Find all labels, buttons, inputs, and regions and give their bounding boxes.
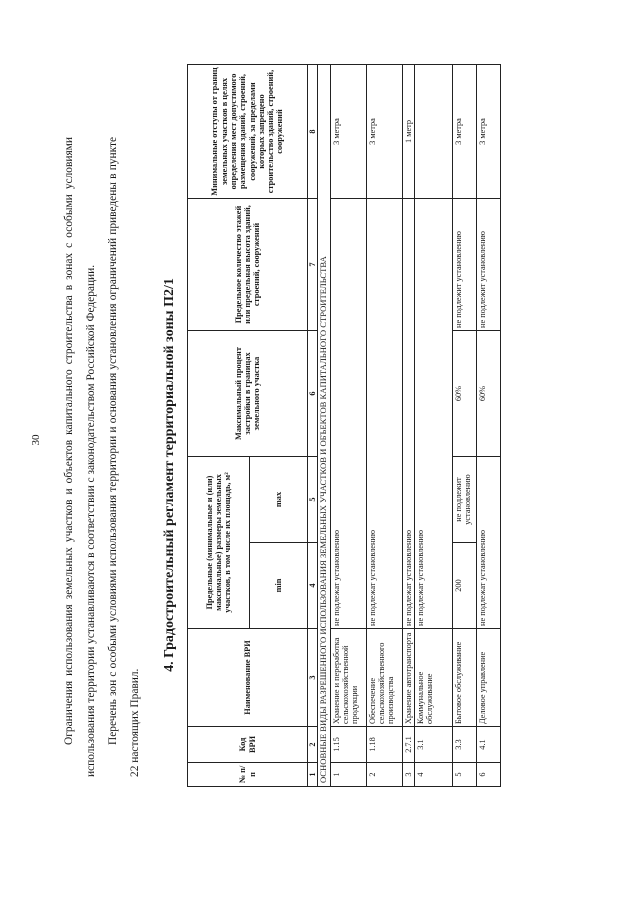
cell-floors: не подлежит установлению: [453, 199, 477, 331]
cell-setback: 3 метра: [453, 65, 477, 199]
header-code: Код ВРИ: [188, 727, 308, 763]
cell-percent: 60%: [453, 331, 477, 457]
header-percent: Максимальный процент застройки в границах земельного участка: [188, 331, 308, 457]
cell-num: 6: [477, 763, 501, 787]
cell-code: 2.7.1: [402, 727, 414, 763]
cell-num: 2: [366, 763, 402, 787]
header-min: min: [250, 543, 308, 629]
column-number: 8: [308, 65, 318, 199]
paragraph-restrictions: Ограничения использования земельных участков и объектов капитального строительства в зонах с особыми условиями использования территории устанавливаются в соответствии с законодательством Российской Федерации.: [63, 137, 97, 777]
table-header-row: [188, 65, 250, 787]
cell-name: Хранение и переработка сельскохозяйственной продукции: [330, 629, 366, 727]
cell-num: 5: [453, 763, 477, 787]
column-number: 5: [308, 457, 318, 543]
header-floors: Предельное количество этажей или предельная высота зданий, строений, сооружений: [188, 199, 308, 331]
header-max: max: [250, 457, 308, 543]
cell-setback: [415, 65, 453, 199]
cell-params: не подлежат установлению: [366, 199, 402, 629]
cell-name: Бытовое обслуживание: [453, 629, 477, 727]
section-row: [318, 65, 331, 787]
cell-setback: 1 метр: [402, 65, 414, 199]
section-title: ОСНОВНЫЕ ВИДЫ РАЗРЕШЕННОГО ИСПОЛЬЗОВАНИЯ ЗЕМЕЛЬНЫХ УЧАСТКОВ И ОБЪЕКТОВ КАПИТАЛЬНОГО СТРОИТЕЛЬСТВА: [318, 65, 331, 787]
cell-name: Коммунальное обслуживание: [415, 629, 453, 727]
cell-setback: 3 метра: [366, 65, 402, 199]
column-number: 7: [308, 199, 318, 331]
cell-params: не подлежат установлению: [402, 199, 414, 629]
cell-params: не подлежат установлению: [415, 199, 453, 629]
cell-code: 1.18: [366, 727, 402, 763]
table-row: [477, 65, 501, 787]
table-row: [453, 65, 477, 787]
header-name: Наименование ВРИ: [188, 629, 308, 727]
cell-percent: 60%: [477, 331, 501, 457]
column-number: 2: [308, 727, 318, 763]
header-area: Предельные (минимальные и (или) максимальные) размеры земельных участков, в том числе их площадь, м²: [188, 457, 250, 629]
cell-setback: 3 метра: [477, 65, 501, 199]
column-number: 1: [308, 763, 318, 787]
cell-max: не подлежит установлению: [453, 457, 477, 543]
paragraph-zone-list: Перечень зон с особыми условиями использования территории и основания установления ограничений приведены в пункте 22 настоящих Правил.: [107, 137, 141, 777]
column-number: 4: [308, 543, 318, 629]
table-row: [366, 65, 402, 787]
body-text: [58, 137, 146, 777]
cell-code: 3.3: [453, 727, 477, 763]
cell-floors: не подлежит установлению: [477, 199, 501, 331]
cell-num: 4: [415, 763, 453, 787]
column-numbers-row: [308, 65, 318, 787]
cell-name: Деловое управление: [477, 629, 501, 727]
table-row: [330, 65, 366, 787]
column-number: 3: [308, 629, 318, 727]
regulation-table: [187, 64, 501, 787]
page-number: 30: [30, 434, 42, 446]
cell-name: Обеспечение сельскохозяйственного производства: [366, 629, 402, 727]
cell-num: 1: [330, 763, 366, 787]
cell-code: 1.15: [330, 727, 366, 763]
header-num: № п/п: [188, 763, 308, 787]
cell-min: 200: [453, 543, 477, 629]
column-number: 6: [308, 331, 318, 457]
cell-name: Хранение автотранспорта: [402, 629, 414, 727]
cell-params: не подлежат установлению: [477, 457, 501, 629]
cell-code: 4.1: [477, 727, 501, 763]
cell-code: 3.1: [415, 727, 453, 763]
section-heading: 4. Градостроительный регламент территориальной зоны П2/1: [162, 278, 177, 672]
cell-params: не подлежат установлению: [330, 199, 366, 629]
cell-setback: 3 метра: [330, 65, 366, 199]
table-row: [402, 65, 414, 787]
header-setback: Минимальные отступы от границ земельных участков в целях определения мест допустимого размещения зданий, строений, сооружений, за пределами которых запрещено строительство зданий, строений, сооружений: [188, 65, 308, 199]
cell-num: 3: [402, 763, 414, 787]
table-row: [415, 65, 453, 787]
